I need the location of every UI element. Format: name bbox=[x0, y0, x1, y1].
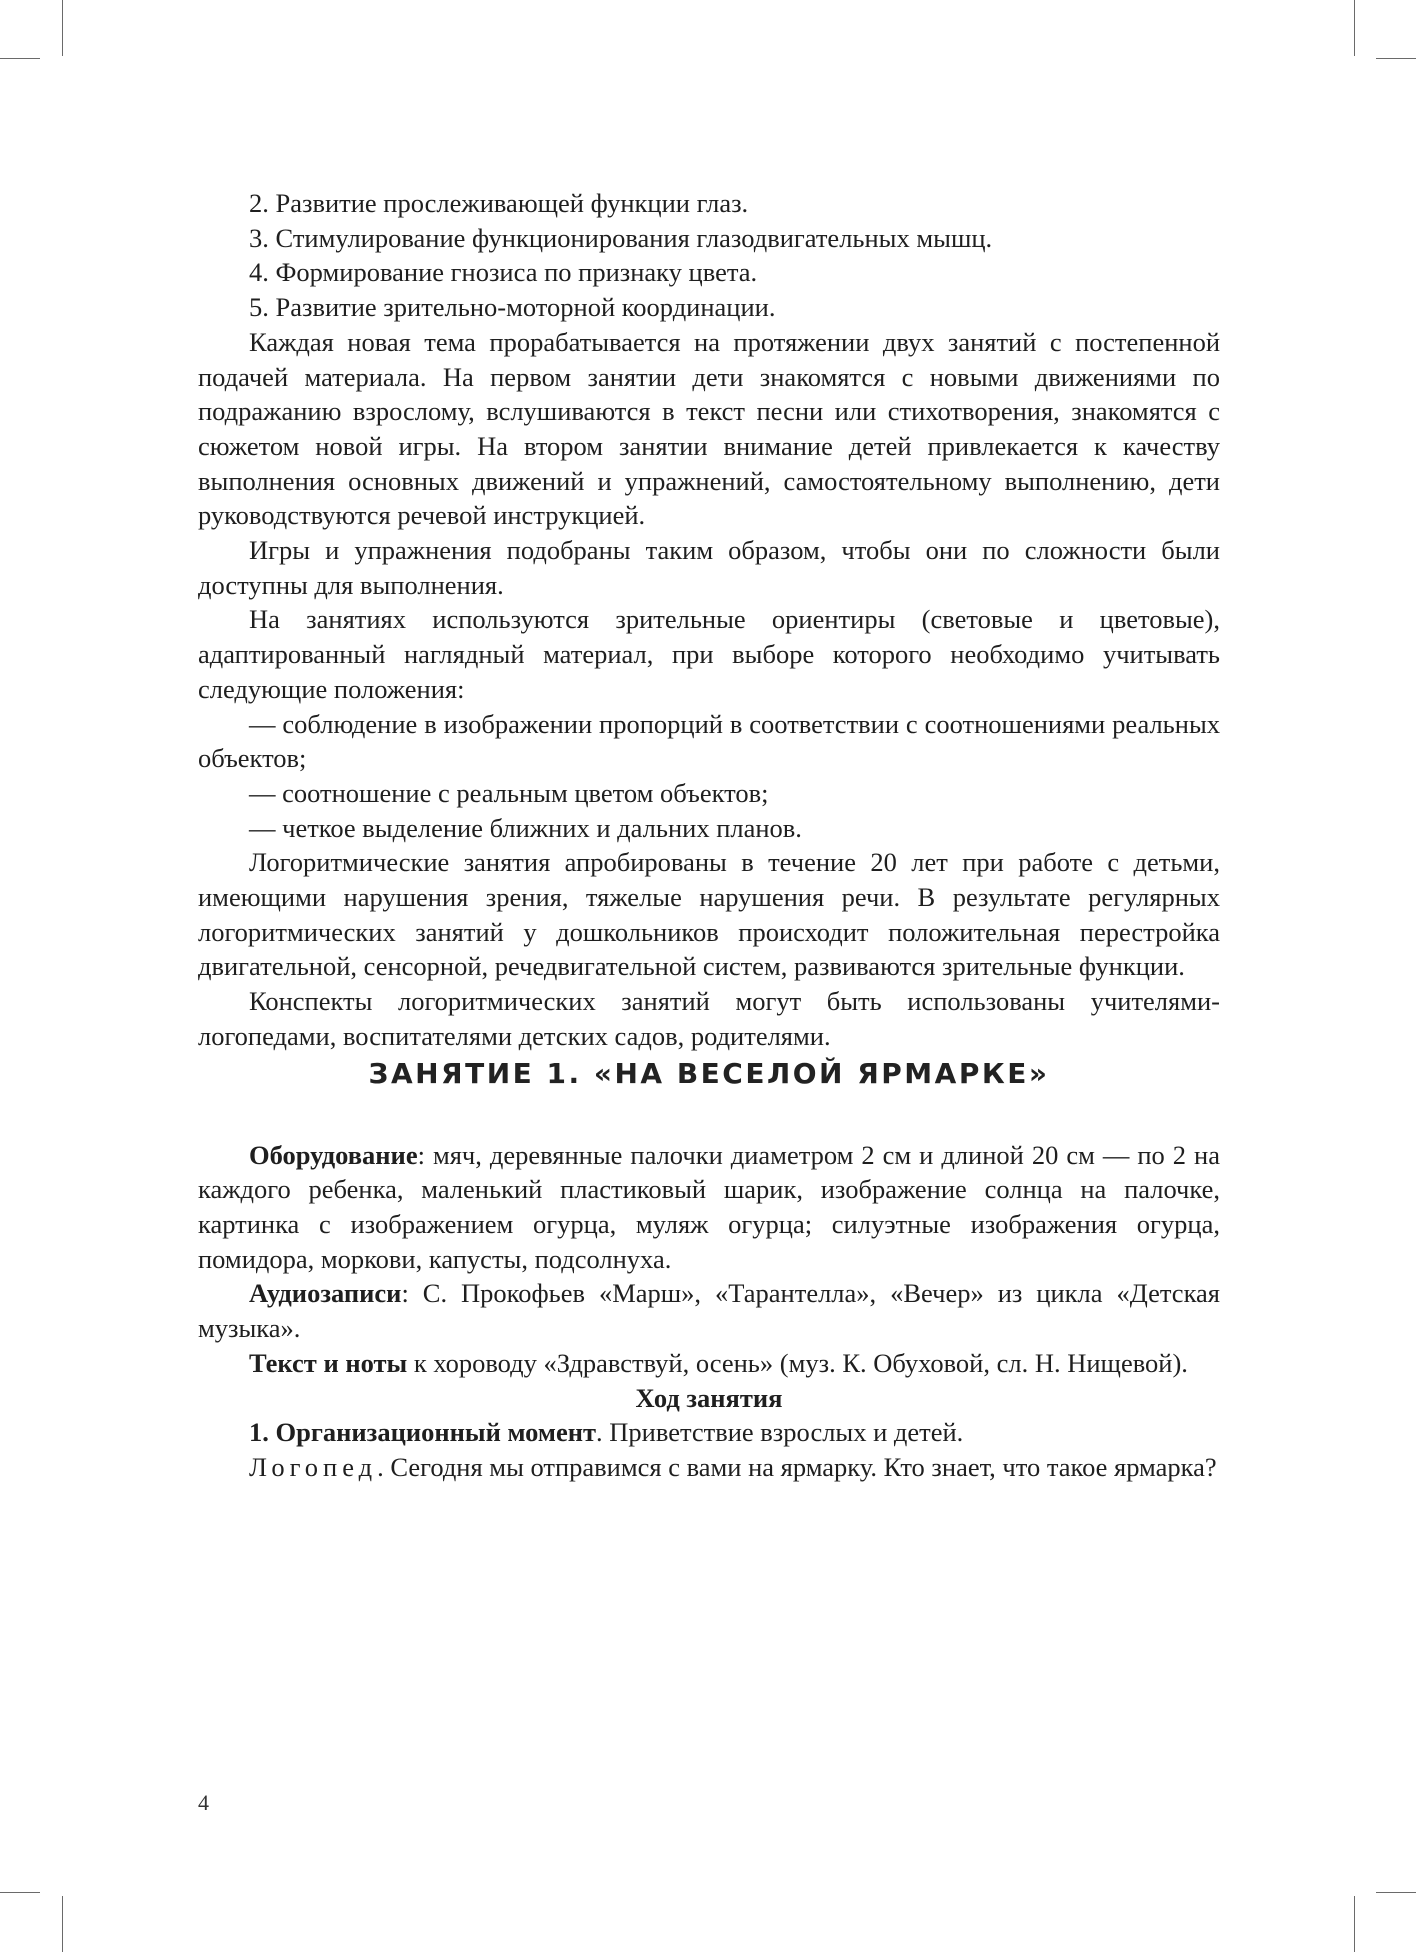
speech-text: . Сегодня мы отправимся с вами на ярмарку. Кто знает, что такое ярмарка? bbox=[377, 1451, 1217, 1482]
crop-mark-top-right-h bbox=[1376, 58, 1416, 59]
dash-item: — четкое выделение ближних и дальних планов. bbox=[249, 812, 802, 843]
notes-label: Текст и ноты bbox=[249, 1347, 408, 1378]
step-text: . Приветствие взрослых и детей. bbox=[596, 1417, 964, 1448]
crop-mark-bottom-right-h bbox=[1376, 1892, 1416, 1893]
crop-mark-top-left bbox=[62, 0, 63, 56]
crop-mark-bottom-left bbox=[62, 1896, 63, 1952]
paragraph-approbation: Логоритмические занятия апробированы в течение 20 лет при работе с детьми, имеющими нарушения зрения, тяжелые нарушения речи. В результате регулярных логоритмических занятий у дошкольников происходит положительная перестройка двигательной, сенсорной, речедвигательной систем, развиваются зрительные функции. bbox=[198, 847, 1220, 982]
dash-item: — соблюдение в изображении пропорций в соответствии с соотношениями реальных объектов; bbox=[198, 708, 1220, 774]
speaker-name: Логопед bbox=[249, 1451, 378, 1482]
audio-label: Аудиозаписи bbox=[249, 1278, 402, 1309]
page-body bbox=[198, 186, 1220, 1485]
list-item: 5. Развитие зрительно-моторной координации. bbox=[249, 292, 776, 323]
paragraph-usage: Конспекты логоритмических занятий могут быть использованы учителями-логопедами, воспитателями детских садов, родителями. bbox=[198, 986, 1220, 1051]
section-title: Ход занятия bbox=[635, 1382, 783, 1413]
crop-mark-top-left-h bbox=[0, 58, 40, 59]
paragraph-topics: Каждая новая тема прорабатывается на протяжении двух занятий с постепенной подачей материала. На первом занятии дети знакомятся с новыми движениями по подражанию взрослому, вслушиваются в текст песни или стихотворения, знакомятся с сюжетом новой игры. На втором занятии внимание детей привлекается к качеству выполнения основных движений и упражнений, самостоятельному выполнению, дети руководствуются речевой инструкцией. bbox=[198, 326, 1220, 531]
audio-text: : С. Прокофьев «Марш», «Тарантелла», «Вечер» из цикла «Детская музыка». bbox=[198, 1278, 1220, 1344]
speech-paragraph bbox=[198, 1450, 1220, 1485]
notes-text: к хороводу «Здравствуй, осень» (муз. К. Обуховой, сл. Н. Нищевой). bbox=[407, 1347, 1188, 1378]
paragraph-games: Игры и упражнения подобраны таким образом, чтобы они по сложности были доступны для выполнения. bbox=[198, 535, 1220, 600]
page-number: 4 bbox=[198, 1790, 209, 1815]
crop-mark-bottom-right bbox=[1354, 1896, 1355, 1952]
step-paragraph bbox=[198, 1415, 1220, 1450]
equipment-paragraph bbox=[198, 1138, 1220, 1277]
step-label: 1. Организационный момент bbox=[249, 1417, 597, 1448]
equipment-text: : мяч, деревянные палочки диаметром 2 см и длиной 20 см — по 2 на каждого ребенка, маленький пластиковый шарик, изображение солнца на палочке, картинка с изображением огурца, муляж огурца; силуэтные изображения огурца, помидора, моркови, капусты, подсолнуха. bbox=[198, 1139, 1220, 1274]
chapter-title: ЗАНЯТИЕ 1. «НА ВЕСЕЛОЙ ЯРМАРКЕ» bbox=[368, 1056, 1050, 1090]
notes-paragraph bbox=[198, 1346, 1220, 1381]
crop-mark-top-right bbox=[1354, 0, 1355, 56]
dash-item: — соотношение с реальным цветом объектов; bbox=[249, 777, 769, 808]
paragraph-visual-cues: На занятиях используются зрительные ориентиры (световые и цветовые), адаптированный наглядный материал, при выборе которого необходимо учитывать следующие положения: bbox=[198, 604, 1220, 704]
audio-paragraph bbox=[198, 1276, 1220, 1345]
crop-mark-bottom-left-h bbox=[0, 1892, 40, 1893]
list-item: 4. Формирование гнозиса по признаку цвета. bbox=[249, 257, 758, 288]
equipment-label: Оборудование bbox=[249, 1139, 418, 1170]
list-item: 2. Развитие прослеживающей функции глаз. bbox=[249, 188, 749, 218]
list-item: 3. Стимулирование функционирования глазодвигательных мышц. bbox=[249, 222, 993, 253]
